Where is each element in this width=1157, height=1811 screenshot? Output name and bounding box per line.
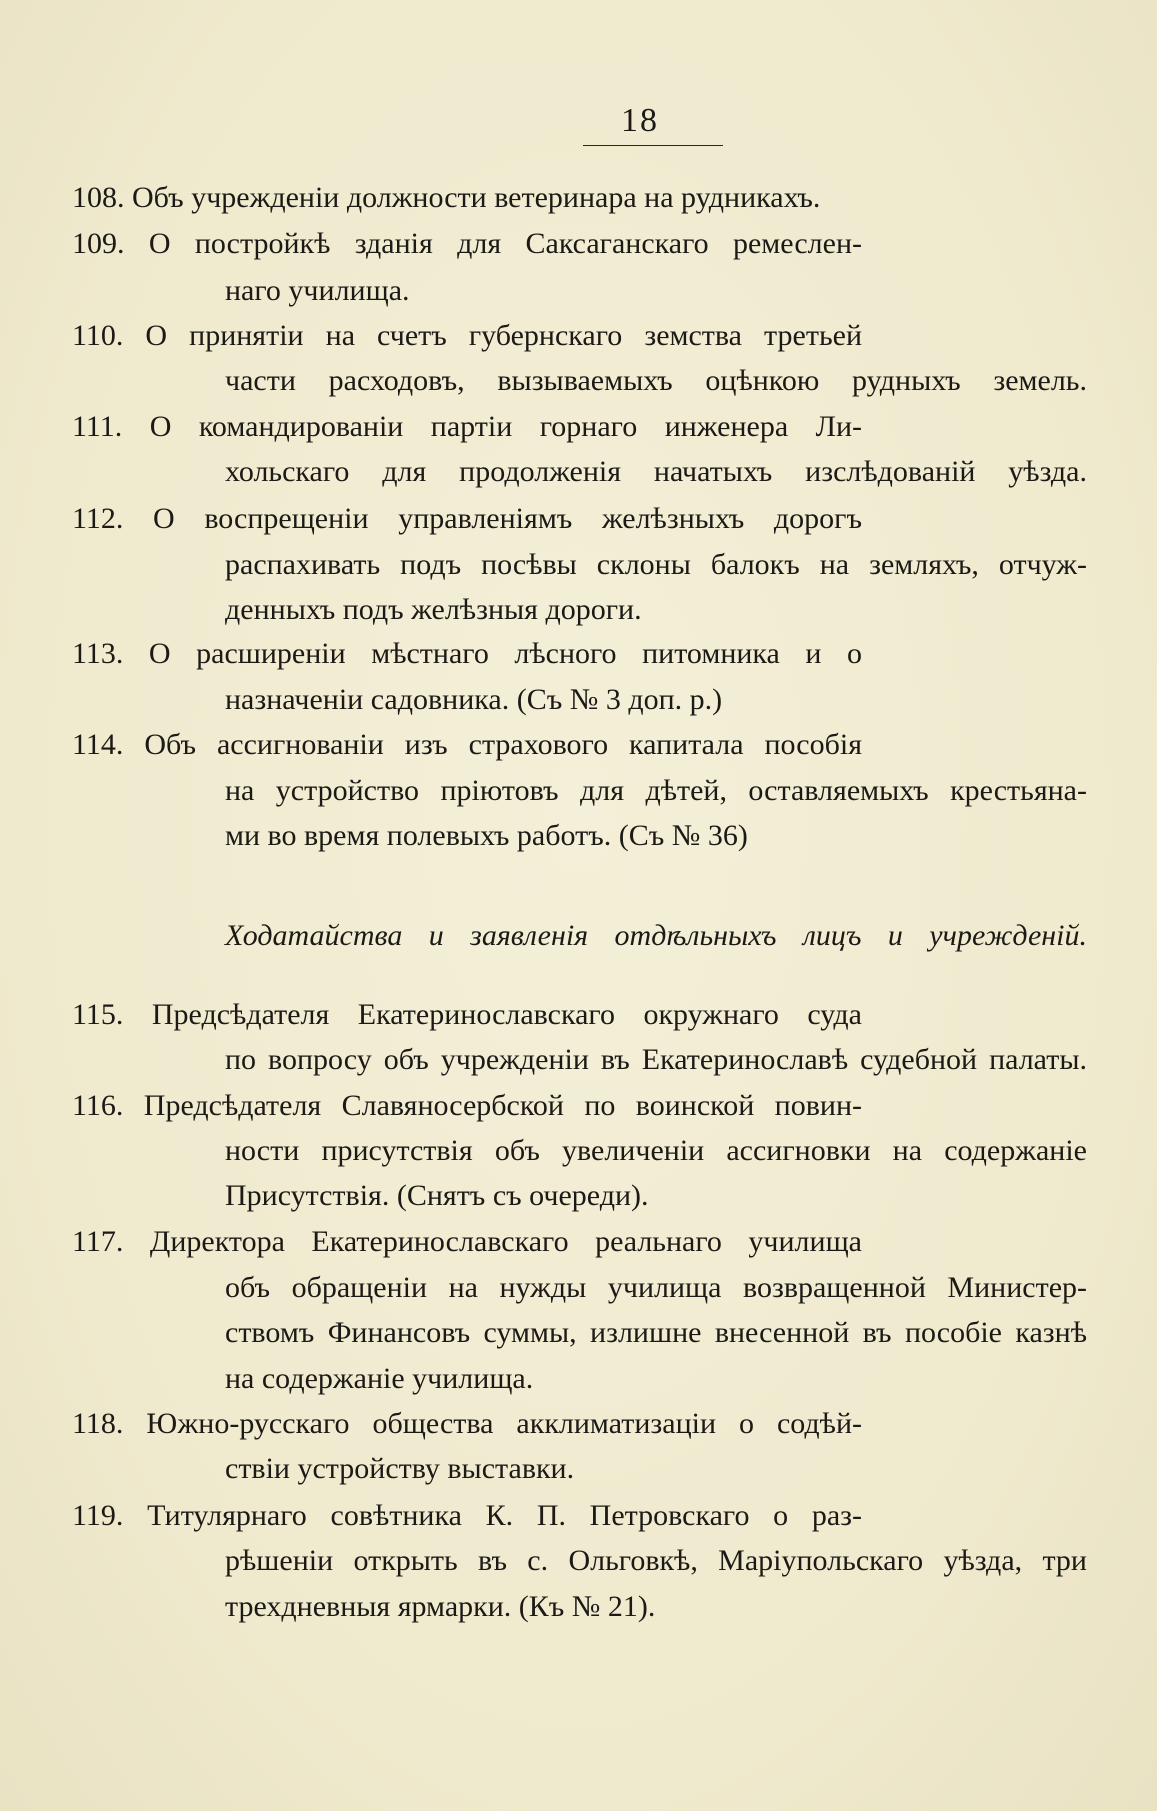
item-110-line-2: части расходовъ, вызываемыхъ оцѣнкою рудныхъ земель. bbox=[225, 364, 1087, 397]
page-number: 18 bbox=[621, 102, 659, 139]
item-119-line-3: трехдневныя ярмарки. (Къ № 21). bbox=[225, 1590, 656, 1623]
item-117-line-4: на содержаніе училища. bbox=[225, 1362, 534, 1395]
item-119-line-2: рѣшеніи открыть въ с. Ольговкѣ, Маріупольскаго уѣзда, три bbox=[225, 1544, 1087, 1577]
item-114-line-2: на устройство пріютовъ для дѣтей, оставляемыхъ крестьяна- bbox=[225, 774, 1087, 807]
item-113-line-1: 113. О расширеніи мѣстнаго лѣсного питомника и о bbox=[72, 637, 862, 670]
item-110-line-1: 110. О принятіи на счетъ губернскаго земства третьей bbox=[72, 319, 862, 352]
item-117-line-1: 117. Директора Екатеринославскаго реальнаго училища bbox=[72, 1225, 862, 1258]
item-119-line-1: 119. Титулярнаго совѣтника К. П. Петровскаго о раз- bbox=[72, 1499, 862, 1532]
item-111-line-2: хольскаго для продолженія начатыхъ изслѣдованій уѣзда. bbox=[225, 455, 1087, 488]
item-116-line-3: Присутствія. (Снятъ съ очереди). bbox=[225, 1179, 649, 1212]
item-114-line-1: 114. Объ ассигнованіи изъ страхового капитала пособія bbox=[72, 728, 862, 761]
item-112-line-3: денныхъ подъ желѣзныя дороги. bbox=[225, 593, 642, 626]
item-118-line-2: ствіи устройству выставки. bbox=[225, 1452, 575, 1485]
item-108-line-1: 108. Объ учрежденіи должности ветеринара на рудникахъ. bbox=[72, 181, 821, 214]
item-114-line-3: ми во время полевыхъ работъ. (Съ № 36) bbox=[225, 819, 748, 852]
item-111-line-1: 111. О командированіи партіи горнаго инженера Ли- bbox=[72, 410, 862, 443]
item-117-line-2: объ обращеніи на нужды училища возвращенной Министер- bbox=[225, 1271, 1087, 1304]
section-heading: Ходатайства и заявленія отдѣльныхъ лицъ и учрежденій. bbox=[225, 919, 1087, 952]
item-117-line-3: ствомъ Финансовъ суммы, излишне внесенной въ пособіе казнѣ bbox=[225, 1316, 1087, 1349]
item-115-line-2: по вопросу объ учрежденіи въ Екатеринославѣ судебной палаты. bbox=[225, 1043, 1087, 1076]
item-118-line-1: 118. Южно-русскаго общества акклиматизаціи о содѣй- bbox=[72, 1407, 862, 1440]
item-115-line-1: 115. Предсѣдателя Екатеринославскаго окружнаго суда bbox=[72, 998, 862, 1031]
item-113-line-2: назначеніи садовника. (Съ № 3 доп. р.) bbox=[225, 683, 723, 716]
item-116-line-1: 116. Предсѣдателя Славяносербской по воинской повин- bbox=[72, 1089, 862, 1122]
item-112-line-2: распахивать подъ посѣвы склоны балокъ на земляхъ, отчуж- bbox=[225, 548, 1087, 581]
page-number-rule bbox=[583, 145, 723, 146]
item-112-line-1: 112. О воспрещеніи управленіямъ желѣзныхъ дорогъ bbox=[72, 502, 862, 535]
item-109-line-1: 109. О постройкѣ зданія для Саксаганскаго ремеслен- bbox=[72, 227, 862, 260]
item-116-line-2: ности присутствія объ увеличеніи ассигновки на содержаніе bbox=[225, 1134, 1087, 1167]
item-109-line-2: наго училища. bbox=[225, 274, 410, 307]
